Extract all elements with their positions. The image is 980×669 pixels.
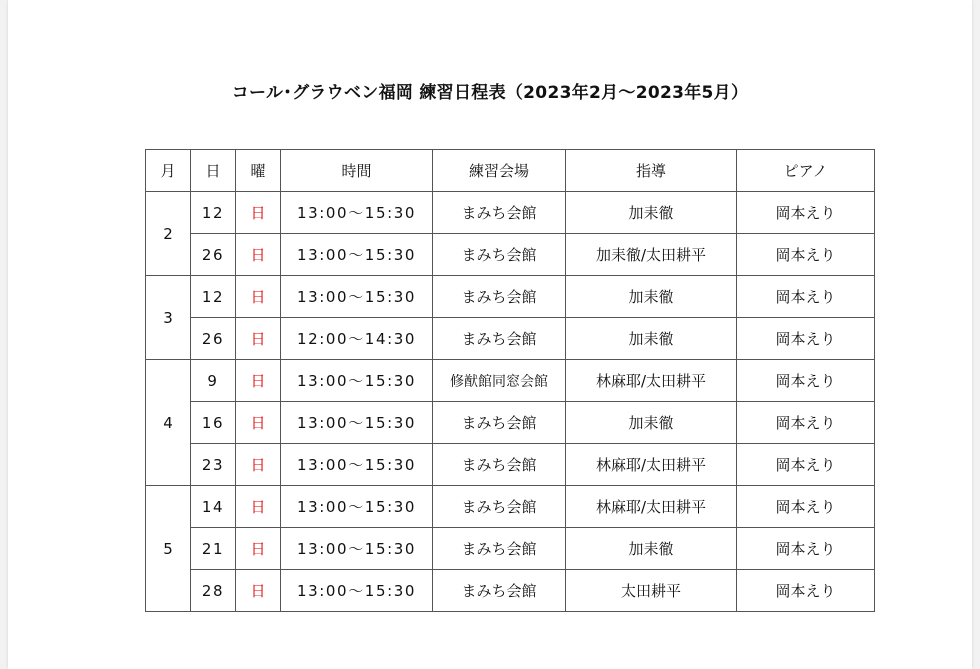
piano-cell: 岡本えり xyxy=(737,360,875,402)
header-piano: ピアノ xyxy=(737,150,875,192)
day-cell: 16 xyxy=(191,402,236,444)
piano-cell: 岡本えり xyxy=(737,444,875,486)
table-row xyxy=(146,444,875,486)
table-row xyxy=(146,318,875,360)
leader-cell: 加耒徹 xyxy=(566,528,737,570)
weekday-cell: 日 xyxy=(236,402,281,444)
weekday-cell: 日 xyxy=(236,276,281,318)
venue-cell: まみち会館 xyxy=(433,192,566,234)
time-cell: 13:00～15:30 xyxy=(281,528,433,570)
venue-cell: まみち会館 xyxy=(433,486,566,528)
time-cell: 13:00～15:30 xyxy=(281,402,433,444)
weekday-cell: 日 xyxy=(236,444,281,486)
header-day: 日 xyxy=(191,150,236,192)
weekday-cell: 日 xyxy=(236,318,281,360)
piano-cell: 岡本えり xyxy=(737,318,875,360)
header-time: 時間 xyxy=(281,150,433,192)
venue-cell: まみち会館 xyxy=(433,570,566,612)
time-cell: 13:00～15:30 xyxy=(281,234,433,276)
month-cell: 3 xyxy=(146,276,191,360)
piano-cell: 岡本えり xyxy=(737,528,875,570)
venue-cell: 修猷館同窓会館 xyxy=(433,360,566,402)
table-body xyxy=(146,192,875,612)
table-row xyxy=(146,276,875,318)
weekday-cell: 日 xyxy=(236,570,281,612)
day-cell: 21 xyxy=(191,528,236,570)
day-cell: 26 xyxy=(191,234,236,276)
time-cell: 13:00～15:30 xyxy=(281,444,433,486)
leader-cell: 林麻耶/太田耕平 xyxy=(566,360,737,402)
day-cell: 23 xyxy=(191,444,236,486)
piano-cell: 岡本えり xyxy=(737,402,875,444)
day-cell: 28 xyxy=(191,570,236,612)
month-cell: 5 xyxy=(146,486,191,612)
leader-cell: 加耒徹 xyxy=(566,318,737,360)
header-venue: 練習会場 xyxy=(433,150,566,192)
table-row xyxy=(146,192,875,234)
piano-cell: 岡本えり xyxy=(737,276,875,318)
schedule-table xyxy=(145,149,875,612)
venue-cell: まみち会館 xyxy=(433,276,566,318)
venue-cell: まみち会館 xyxy=(433,444,566,486)
day-cell: 14 xyxy=(191,486,236,528)
venue-cell: まみち会館 xyxy=(433,402,566,444)
table-row xyxy=(146,528,875,570)
day-cell: 26 xyxy=(191,318,236,360)
day-cell: 9 xyxy=(191,360,236,402)
document-title: コール･グラウベン福岡 練習日程表（2023年2月～2023年5月） xyxy=(231,83,749,103)
table-row xyxy=(146,234,875,276)
time-cell: 13:00～15:30 xyxy=(281,570,433,612)
table-row xyxy=(146,486,875,528)
weekday-cell: 日 xyxy=(236,360,281,402)
day-cell: 12 xyxy=(191,276,236,318)
piano-cell: 岡本えり xyxy=(737,570,875,612)
piano-cell: 岡本えり xyxy=(737,192,875,234)
table-row xyxy=(146,570,875,612)
weekday-cell: 日 xyxy=(236,528,281,570)
month-cell: 4 xyxy=(146,360,191,486)
time-cell: 13:00～15:30 xyxy=(281,486,433,528)
leader-cell: 林麻耶/太田耕平 xyxy=(566,486,737,528)
venue-cell: まみち会館 xyxy=(433,318,566,360)
leader-cell: 太田耕平 xyxy=(566,570,737,612)
table-row xyxy=(146,402,875,444)
header-row xyxy=(146,150,875,192)
venue-cell: まみち会館 xyxy=(433,234,566,276)
venue-cell: まみち会館 xyxy=(433,528,566,570)
leader-cell: 加耒徹/太田耕平 xyxy=(566,234,737,276)
time-cell: 13:00～15:30 xyxy=(281,276,433,318)
leader-cell: 加耒徹 xyxy=(566,192,737,234)
leader-cell: 加耒徹 xyxy=(566,402,737,444)
weekday-cell: 日 xyxy=(236,192,281,234)
time-cell: 12:00～14:30 xyxy=(281,318,433,360)
time-cell: 13:00～15:30 xyxy=(281,192,433,234)
leader-cell: 加耒徹 xyxy=(566,276,737,318)
piano-cell: 岡本えり xyxy=(737,486,875,528)
header-leader: 指導 xyxy=(566,150,737,192)
day-cell: 12 xyxy=(191,192,236,234)
piano-cell: 岡本えり xyxy=(737,234,875,276)
header-weekday: 曜 xyxy=(236,150,281,192)
leader-cell: 林麻耶/太田耕平 xyxy=(566,444,737,486)
time-cell: 13:00～15:30 xyxy=(281,360,433,402)
table-row xyxy=(146,360,875,402)
table-header xyxy=(146,150,875,192)
weekday-cell: 日 xyxy=(236,234,281,276)
header-month: 月 xyxy=(146,150,191,192)
month-cell: 2 xyxy=(146,192,191,276)
weekday-cell: 日 xyxy=(236,486,281,528)
